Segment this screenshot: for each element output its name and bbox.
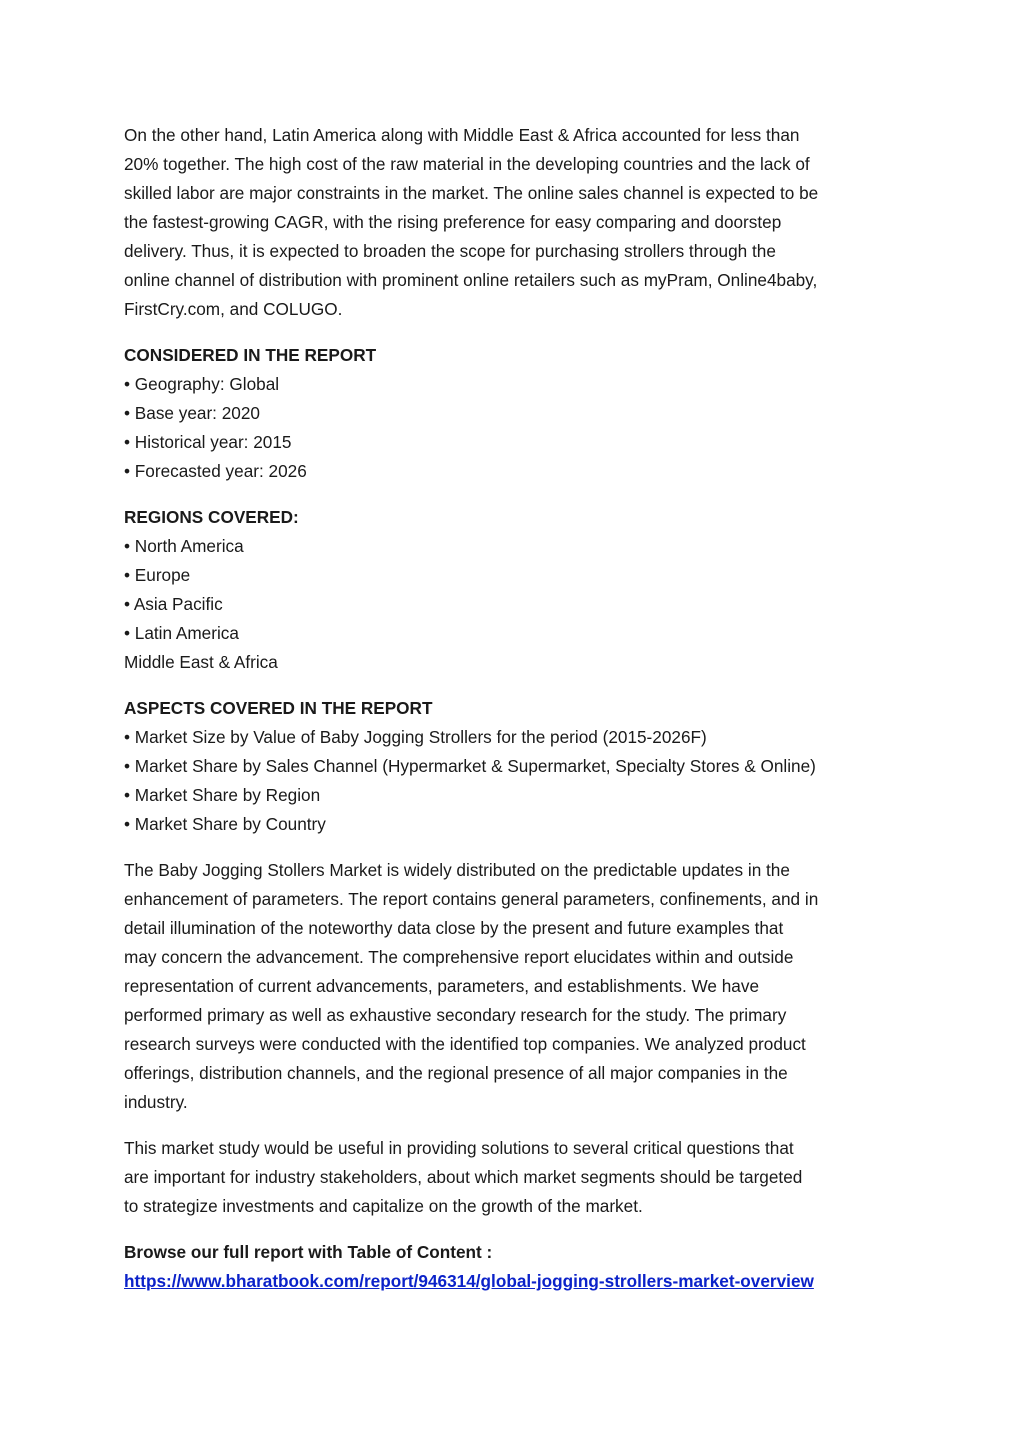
paragraph-line: This market study would be useful in providing solutions to several critical questions that [124, 1138, 794, 1158]
list-item: • Forecasted year: 2026 [124, 461, 307, 481]
paragraph-line: On the other hand, Latin America along with Middle East & Africa accounted for less than [124, 125, 800, 145]
paragraph-line: skilled labor are major constraints in the market. The online sales channel is expected to be [124, 183, 819, 203]
list-item: • Market Share by Country [124, 814, 326, 834]
list-item: • Latin America [124, 623, 239, 643]
paragraph-line: delivery. Thus, it is expected to broaden the scope for purchasing strollers through the [124, 241, 776, 261]
list-item: • Market Size by Value of Baby Jogging Strollers for the period (2015-2026F) [124, 727, 707, 747]
section-heading: CONSIDERED IN THE REPORT [124, 345, 377, 365]
browse-label: Browse our full report with Table of Content : [124, 1242, 493, 1262]
list-item: • Historical year: 2015 [124, 432, 292, 452]
paragraph-line: representation of current advancements, parameters, and establishments. We have [124, 976, 760, 996]
paragraph-line: performed primary as well as exhaustive secondary research for the study. The primary [124, 1005, 787, 1025]
section-heading: REGIONS COVERED: [124, 507, 299, 527]
paragraph-line: 20% together. The high cost of the raw material in the developing countries and the lack of [124, 154, 810, 174]
usefulness-paragraph [124, 1134, 904, 1221]
list-item: • Europe [124, 565, 191, 585]
paragraph-line: are important for industry stakeholders, about which market segments should be targeted [124, 1167, 803, 1187]
list-item: Middle East & Africa [124, 652, 278, 672]
list-item: • Geography: Global [124, 374, 280, 394]
intro-paragraph [124, 121, 904, 324]
paragraph-line: may concern the advancement. The comprehensive report elucidates within and outside [124, 947, 794, 967]
list-item: • Base year: 2020 [124, 403, 260, 423]
aspects-section [124, 694, 904, 839]
report-link[interactable]: https://www.bharatbook.com/report/946314/global-jogging-strollers-market-overview [124, 1271, 814, 1291]
section-heading: ASPECTS COVERED IN THE REPORT [124, 698, 433, 718]
list-item: • Market Share by Region [124, 785, 321, 805]
list-item: • North America [124, 536, 244, 556]
paragraph-line: research surveys were conducted with the identified top companies. We analyzed product [124, 1034, 806, 1054]
paragraph-line: the fastest-growing CAGR, with the rising preference for easy comparing and doorstep [124, 212, 782, 232]
description-paragraph [124, 856, 904, 1117]
list-item: • Market Share by Sales Channel (Hypermarket & Supermarket, Specialty Stores & Online) [124, 756, 816, 776]
paragraph-line: to strategize investments and capitalize on the growth of the market. [124, 1196, 643, 1216]
paragraph-line: FirstCry.com, and COLUGO. [124, 299, 343, 319]
paragraph-line: enhancement of parameters. The report contains general parameters, confinements, and in [124, 889, 819, 909]
paragraph-line: offerings, distribution channels, and the regional presence of all major companies in the [124, 1063, 788, 1083]
paragraph-line: The Baby Jogging Stollers Market is widely distributed on the predictable updates in the [124, 860, 790, 880]
regions-section [124, 503, 904, 677]
paragraph-line: industry. [124, 1092, 188, 1112]
list-item: • Asia Pacific [124, 594, 223, 614]
document-page [124, 121, 904, 1313]
browse-section [124, 1238, 904, 1296]
paragraph-line: online channel of distribution with prominent online retailers such as myPram, Online4baby, [124, 270, 818, 290]
considered-section [124, 341, 904, 486]
paragraph-line: detail illumination of the noteworthy data close by the present and future examples that [124, 918, 784, 938]
